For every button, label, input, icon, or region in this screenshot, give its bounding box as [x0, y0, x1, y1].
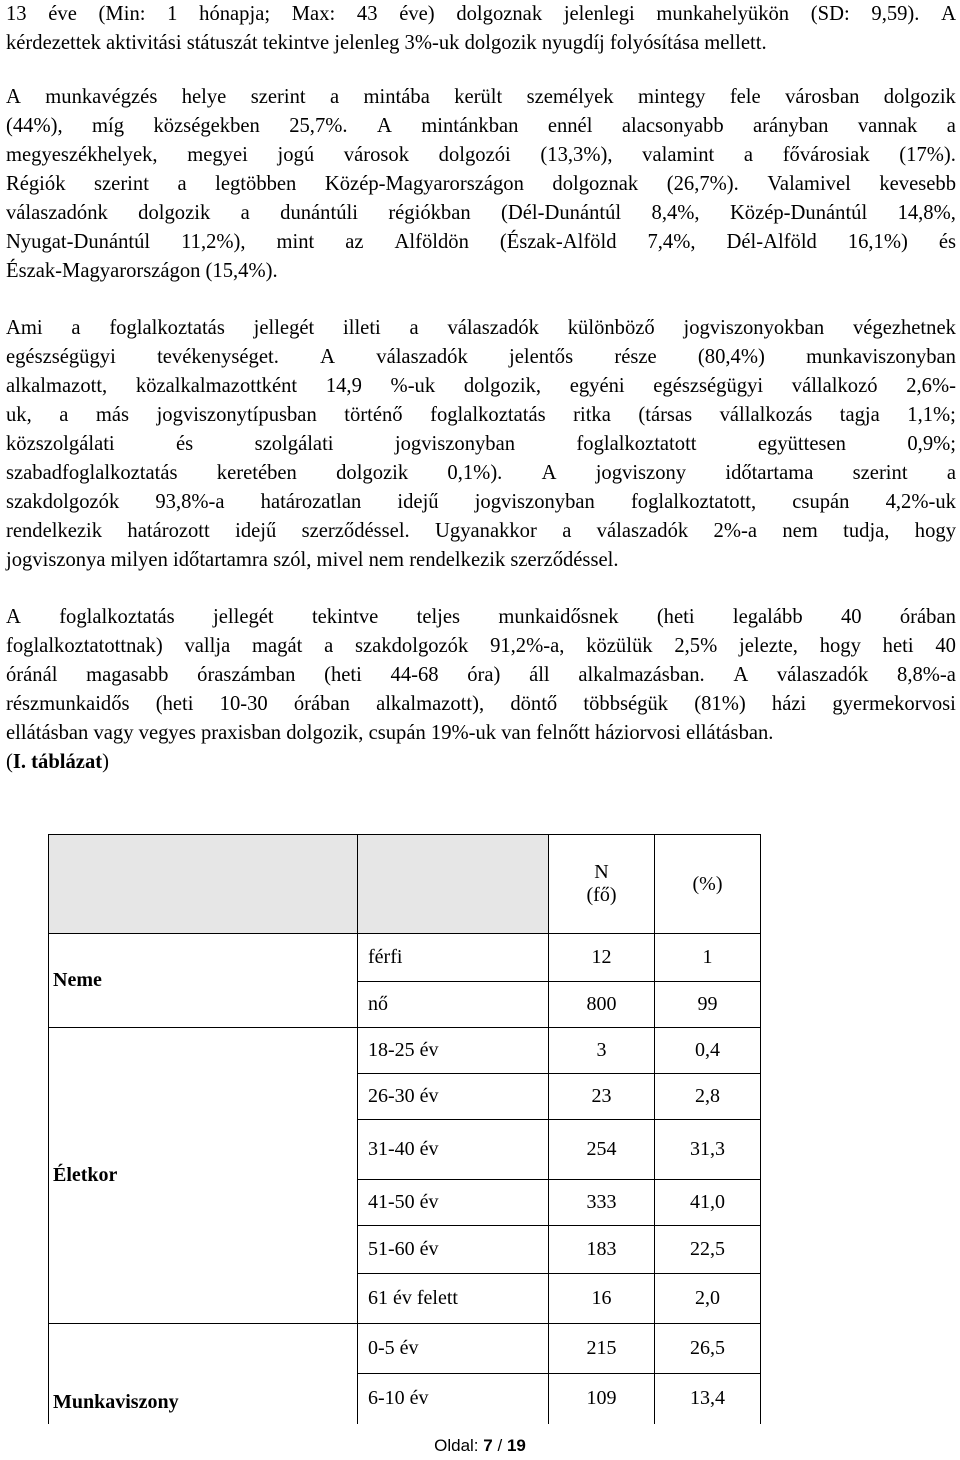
- text-line: A munkavégzés helye szerint a mintába került személyek mintegy fele városban dolgozik: [6, 86, 956, 108]
- table-row: [49, 934, 761, 982]
- group-label-employment: Munkaviszony: [49, 1324, 358, 1424]
- text-line: válaszadónk dolgozik a dunántúli régiókban (Dél-Dunántúl 8,4%, Közép-Dunántúl 14,8%,: [6, 202, 956, 224]
- group-label-age: Életkor: [49, 1028, 358, 1324]
- text-line: 13 éve (Min: 1 hónapja; Max: 43 éve) dolgoznak jelenlegi munkahelyükön (SD: 9,59). A: [6, 3, 956, 25]
- pct-cell: 41,0: [655, 1180, 761, 1226]
- pct-cell: 26,5: [655, 1324, 761, 1374]
- text-line: rendelkezik határozott idejű szerződéssel. Ugyanakkor a válaszadók 2%-a nem tudja, hogy: [6, 520, 956, 542]
- header-n-unit: (fő): [586, 884, 617, 906]
- text-line: szabadfoglalkoztatás keretében dolgozik 0,1%). A jogviszony időtartama szerint a: [6, 462, 956, 484]
- category-cell: 6-10 év: [358, 1374, 549, 1424]
- header-empty-cell: [358, 835, 549, 934]
- text-line: uk, a más jogviszonytípusban történő foglalkoztatás ritka (társas vállalkozás tagja 1,1%;: [6, 404, 956, 426]
- n-cell: 254: [549, 1120, 655, 1180]
- table-row: [49, 1324, 761, 1374]
- group-label-sex: Neme: [49, 934, 358, 1028]
- category-cell: 61 év felett: [358, 1274, 549, 1324]
- text-line: Észak-Magyarországon (15,4%).: [6, 260, 278, 282]
- text-line: foglalkoztatottnak) vallja magát a szakdolgozók 91,2%-a, közülük 2,5% jelezte, hogy heti 40: [6, 635, 956, 657]
- n-cell: 183: [549, 1226, 655, 1274]
- text-line: közszolgálati és szolgálati jogviszonyban foglalkoztatott együttesen 0,9%;: [6, 433, 956, 455]
- text-line: szakdolgozók 93,8%-a határozatlan idejű jogviszonyban foglalkoztatott, csupán 4,2%-uk: [6, 491, 956, 513]
- text-line: kérdezettek aktivitási státuszát tekintve jelenleg 3%-uk dolgozik nyugdíj folyósítása mellett.: [6, 32, 767, 54]
- category-cell: 18-25 év: [358, 1028, 549, 1074]
- pct-cell: 2,8: [655, 1074, 761, 1120]
- demographics-table: [48, 834, 761, 1424]
- text-line: ellátásban vagy vegyes praxisban dolgozik, csupán 19%-uk van felnőtt háziorvosi ellátásban.: [6, 722, 774, 744]
- pct-cell: 22,5: [655, 1226, 761, 1274]
- table-reference-label: I. táblázat: [12, 751, 103, 773]
- n-cell: 23: [549, 1074, 655, 1120]
- text-line: Régiók szerint a legtöbben Közép-Magyarországon dolgoznak (26,7%). Valamivel kevesebb: [6, 173, 956, 195]
- n-cell: 16: [549, 1274, 655, 1324]
- n-cell: 3: [549, 1028, 655, 1074]
- paragraph-2: [6, 83, 956, 286]
- n-cell: 109: [549, 1374, 655, 1424]
- page-separator: /: [497, 1436, 503, 1455]
- n-cell: 333: [549, 1180, 655, 1226]
- paragraph-3: [6, 314, 956, 575]
- table-row: [49, 1028, 761, 1074]
- text-line: Ami a foglalkoztatás jellegét illeti a válaszadók különböző jogviszonyokban végezhetnek: [6, 317, 956, 339]
- paragraph-4: [6, 603, 956, 777]
- text-line: részmunkaidős (heti 10-30 órában alkalmazott), döntő többségük (81%) házi gyermekorvosi: [6, 693, 956, 715]
- category-cell: 26-30 év: [358, 1074, 549, 1120]
- pct-cell: 0,4: [655, 1028, 761, 1074]
- n-cell: 800: [549, 982, 655, 1028]
- text-line: egészségügyi tevékenységet. A válaszadók jelentős része (80,4%) munkaviszonyban: [6, 346, 956, 368]
- category-cell: 41-50 év: [358, 1180, 549, 1226]
- header-empty-cell: [49, 835, 358, 934]
- text-line: alkalmazott, közalkalmazottként 14,9 %-uk dolgozik, egyéni egészségügyi vállalkozó 2,6%-: [6, 375, 956, 397]
- pct-cell: 13,4: [655, 1374, 761, 1424]
- n-cell: 12: [549, 934, 655, 982]
- text-line: jogviszonya milyen időtartamra szól, mivel nem rendelkezik szerződéssel.: [6, 549, 619, 571]
- pct-cell: 1: [655, 934, 761, 982]
- pct-cell: 2,0: [655, 1274, 761, 1324]
- pct-cell: 31,3: [655, 1120, 761, 1180]
- category-cell: 0-5 év: [358, 1324, 549, 1374]
- table-header-row: [49, 835, 761, 934]
- page-total: 19: [506, 1436, 526, 1455]
- category-cell: férfi: [358, 934, 549, 982]
- table-reference: (I. táblázat): [6, 751, 109, 773]
- header-n-label: N: [594, 861, 609, 883]
- n-cell: 215: [549, 1324, 655, 1374]
- category-cell: nő: [358, 982, 549, 1028]
- text-line: megyeszékhelyek, megyei jogú városok dolgozói (13,3%), valamint a fővárosiak (17%).: [6, 144, 956, 166]
- category-cell: 51-60 év: [358, 1226, 549, 1274]
- page-current: 7: [483, 1436, 493, 1455]
- text-line: (44%), míg községekben 25,7%. A mintánkban ennél alacsonyabb arányban vannak a: [6, 115, 956, 137]
- category-cell: 31-40 év: [358, 1120, 549, 1180]
- text-line: Nyugat-Dunántúl 11,2%), mint az Alföldön (Észak-Alföld 7,4%, Dél-Alföld 16,1%) és: [6, 231, 956, 253]
- pct-cell: 99: [655, 982, 761, 1028]
- header-n-cell: [549, 835, 655, 934]
- paragraph-1: [6, 0, 956, 58]
- text-line: A foglalkoztatás jellegét tekintve teljes munkaidősnek (heti legalább 40 órában: [6, 606, 956, 628]
- text-line: óránál magasabb óraszámban (heti 44-68 óra) áll alkalmazásban. A válaszadók 8,8%-a: [6, 664, 956, 686]
- page-label: Oldal:: [434, 1436, 479, 1455]
- header-pct-cell: (%): [655, 835, 761, 934]
- page-footer: [0, 1436, 960, 1456]
